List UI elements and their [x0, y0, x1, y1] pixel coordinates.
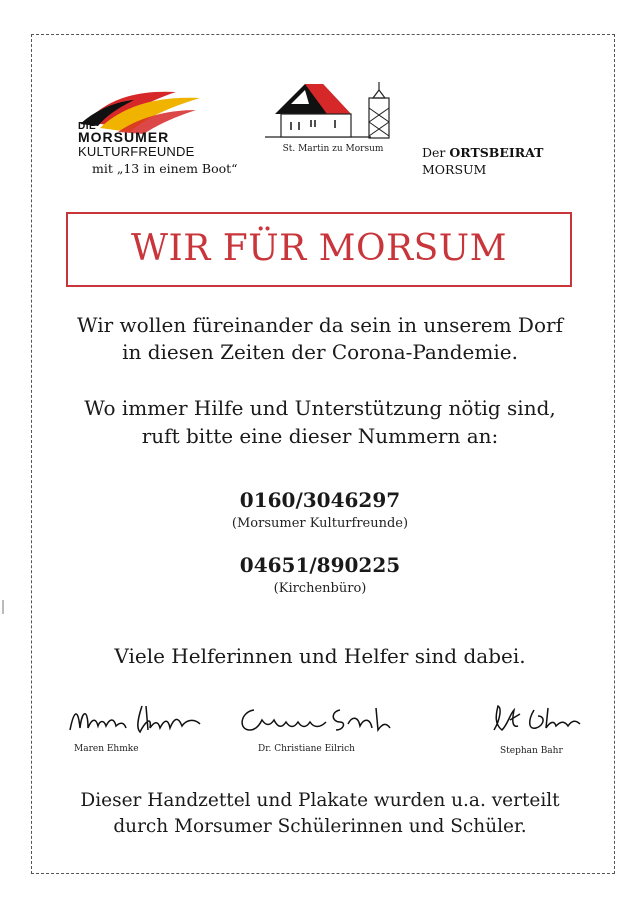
- phone-label-kirchenbuero: (Kirchenbüro): [273, 581, 367, 596]
- ortsbeirat-logo: [422, 144, 543, 178]
- footer-line-2: durch Morsumer Schülerinnen und Schüler.: [113, 816, 527, 837]
- handwritten-signature-icon: [236, 700, 396, 740]
- signature-name-ehmke: Maren Ehmke: [74, 744, 139, 754]
- help-line-2: ruft bitte eine dieser Nummern an:: [141, 424, 499, 448]
- ortsbeirat-title: ORTSBEIRAT: [449, 145, 544, 160]
- intro-line-2: in diesen Zeiten der Corona-Pandemie.: [122, 340, 518, 364]
- logo-text-kulturfreunde: KULTURFREUNDE: [78, 144, 195, 159]
- helpers-line: Viele Helferinnen und Helfer sind dabei.: [114, 644, 526, 668]
- signature-ehmke: [66, 700, 216, 754]
- signature-row: [0, 700, 640, 770]
- phone-number-kulturfreunde: 0160/3046297: [239, 488, 401, 512]
- signature-name-bahr: Stephan Bahr: [500, 746, 563, 756]
- title-box: [66, 212, 572, 287]
- handwritten-signature-icon: [488, 700, 588, 740]
- signature-bahr: [488, 700, 588, 756]
- phone-number-kirchenbuero: 04651/890225: [239, 553, 401, 577]
- help-line-1: Wo immer Hilfe und Unterstützung nötig sind,: [84, 396, 556, 420]
- church-icon: [265, 80, 397, 144]
- ortsbeirat-location: MORSUM: [422, 162, 487, 177]
- signature-name-eilrich: Dr. Christiane Eilrich: [258, 744, 355, 754]
- church-caption: St. Martin zu Morsum: [282, 144, 384, 154]
- signature-eilrich: [236, 700, 396, 754]
- footer-line-1: Dieser Handzettel und Plakate wurden u.a. verteilt: [80, 790, 560, 811]
- page-title: WIR FÜR MORSUM: [131, 228, 507, 269]
- church-logo: [265, 80, 397, 162]
- intro-line-1: Wir wollen füreinander da sein in unserem Dorf: [77, 313, 563, 337]
- logo-subtitle: mit „13 in einem Boot“: [92, 161, 238, 176]
- scan-edge-mark: [2, 600, 4, 614]
- logo-text-morsumer: MORSUMER: [78, 129, 170, 145]
- logo-text-die: DIE: [78, 121, 97, 132]
- handwritten-signature-icon: [66, 700, 216, 740]
- kulturfreunde-logo: [78, 88, 238, 188]
- phone-label-kulturfreunde: (Morsumer Kulturfreunde): [231, 516, 409, 531]
- ortsbeirat-prefix: Der: [422, 145, 446, 160]
